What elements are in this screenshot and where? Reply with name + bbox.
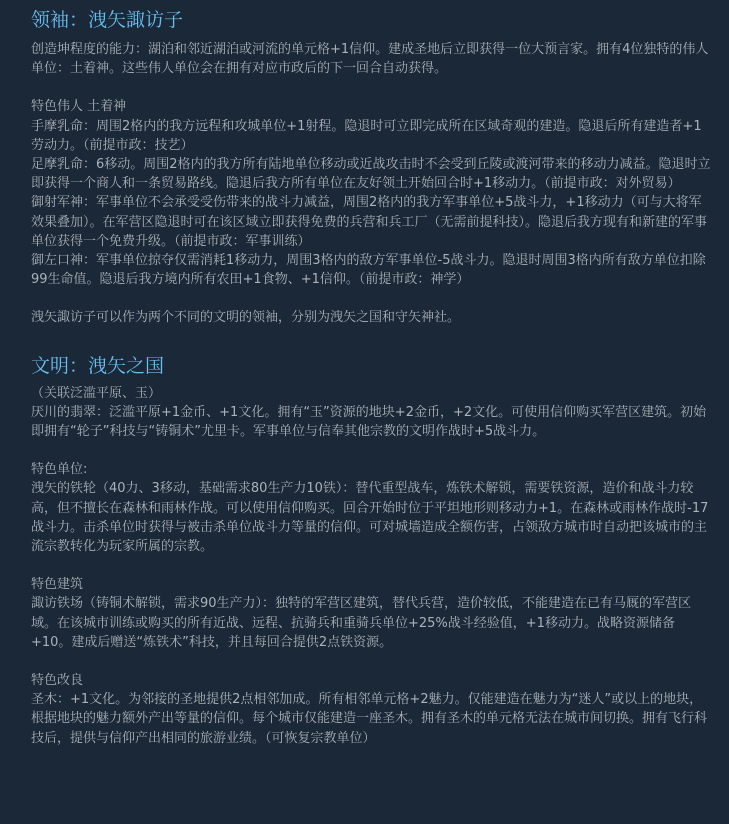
civ-title: 文明：洩矢之国 (31, 354, 165, 377)
leader-title: 领袖：洩矢諏访子 (31, 9, 184, 31)
civ-ability: 厌川的翡翠：泛滥平原+1金币、+1文化。拥有“玉”资源的地块+2金币，+2文化。可使用信仰购买军营区建筑。初始即拥有“轮子”科技与“铸铜术”尤里卡。军事单位与信奉其他宗教的文明作战时+5战斗力。 (31, 404, 707, 440)
spacer (31, 78, 713, 97)
unique-unit-heading: 特色单位: (31, 462, 88, 478)
unique-building-heading: 特色建筑 (31, 577, 84, 593)
great-person-item: 足摩乳命：6移动。周围2格内的我方所有陆地单位移动或近战攻击时不会受到丘陵或渡河带来的移动力减益。隐退时立即获得一个商人和一条贸易路线。隐退后我方所有单位在友好领土开始回合时+1移动力。（前提市政：对外贸易） (31, 157, 711, 192)
spacer (31, 289, 713, 308)
great-people-heading: 特色伟人 土着神 (31, 99, 127, 115)
great-person-item: 手摩乳命：周围2格内的我方远程和攻城单位+1射程。隐退时可立即完成所在区域奇观的建造。隐退后所有建造者+1劳动力。（前提市政：技艺） (31, 118, 702, 153)
unique-improvement-text: 圣木：+1文化。为邻接的圣地提供2点相邻加成。所有相邻单元格+2魅力。仅能建造在魅力为“迷人”或以上的地块，根据地块的魅力额外产出等量的信仰。每个城市仅能建造一座圣木。拥有圣木的单元格无法在城市间切换。拥有飞行科技后，提供与信仰产出相同的旅游业绩。（可恢复宗教单位） (31, 692, 708, 746)
leader-ability: 创造坤程度的能力：湖泊和邻近湖泊或河流的单元格+1信仰。建成圣地后立即获得一位大预言家。拥有4位独特的伟人单位：土着神。这些伟人单位会在拥有对应市政后的下一回合自动获得。 (31, 42, 709, 77)
unique-improvement-heading: 特色改良 (31, 673, 84, 689)
great-person-item: 御射军神：军事单位不会承受受伤带来的战斗力减益，周围2格内的我方军事单位+5战斗力，+1移动力（可与大将军效果叠加）。在军营区隐退时可在该区域立即获得免费的兵营和兵工厂（无需前提科技）。隐退后我方现有和新建的军事单位获得一个免费升级。（前提市政：军事训练） (31, 195, 708, 249)
civ-associations: （关联泛滥平原、玉） (31, 385, 162, 401)
spacer (31, 441, 713, 460)
spacer (31, 556, 713, 575)
leader-note: 洩矢諏访子可以作为两个不同的文明的领袖，分别为洩矢之国和守矢神社。 (31, 310, 461, 326)
spacer (31, 652, 713, 671)
great-person-item: 御左口神：军事单位掠夺仅需消耗1移动力，周围3格内的敌方军事单位-5战斗力。隐退时周围3格内所有敌方单位扣除99生命值。隐退后我方境内所有农田+1食物、+1信仰。（前提市政：神学） (31, 253, 706, 288)
unique-building-text: 諏访铁场（铸铜术解锁，需求90生产力）：独特的军营区建筑，替代兵营，造价较低，不能建造在已有马厩的军营区域。在该城市训练或购买的所有近战、远程、抗骑兵和重骑兵单位+25%战斗经验值，+1移动力。战略资源储备+10。建成后赠送“炼铁术”科技，并且每回合提供2点铁资源。 (31, 596, 692, 650)
unique-unit-text: 洩矢的铁轮（40力、3移动，基础需求80生产力10铁）：替代重型战车，炼铁术解锁，需要铁资源，造价和战斗力较高，但不擅长在森林和雨林作战。可以使用信仰购买。回合开始时位于平坦地形则移动力+1。在森林或雨林作战时-17战斗力。击杀单位时获得与被击杀单位战斗力等量的信仰。可对城墙造成全额伤害，占领敌方城市时自动把该城市的主流宗教转化为玩家所属的宗教。 (31, 481, 709, 555)
